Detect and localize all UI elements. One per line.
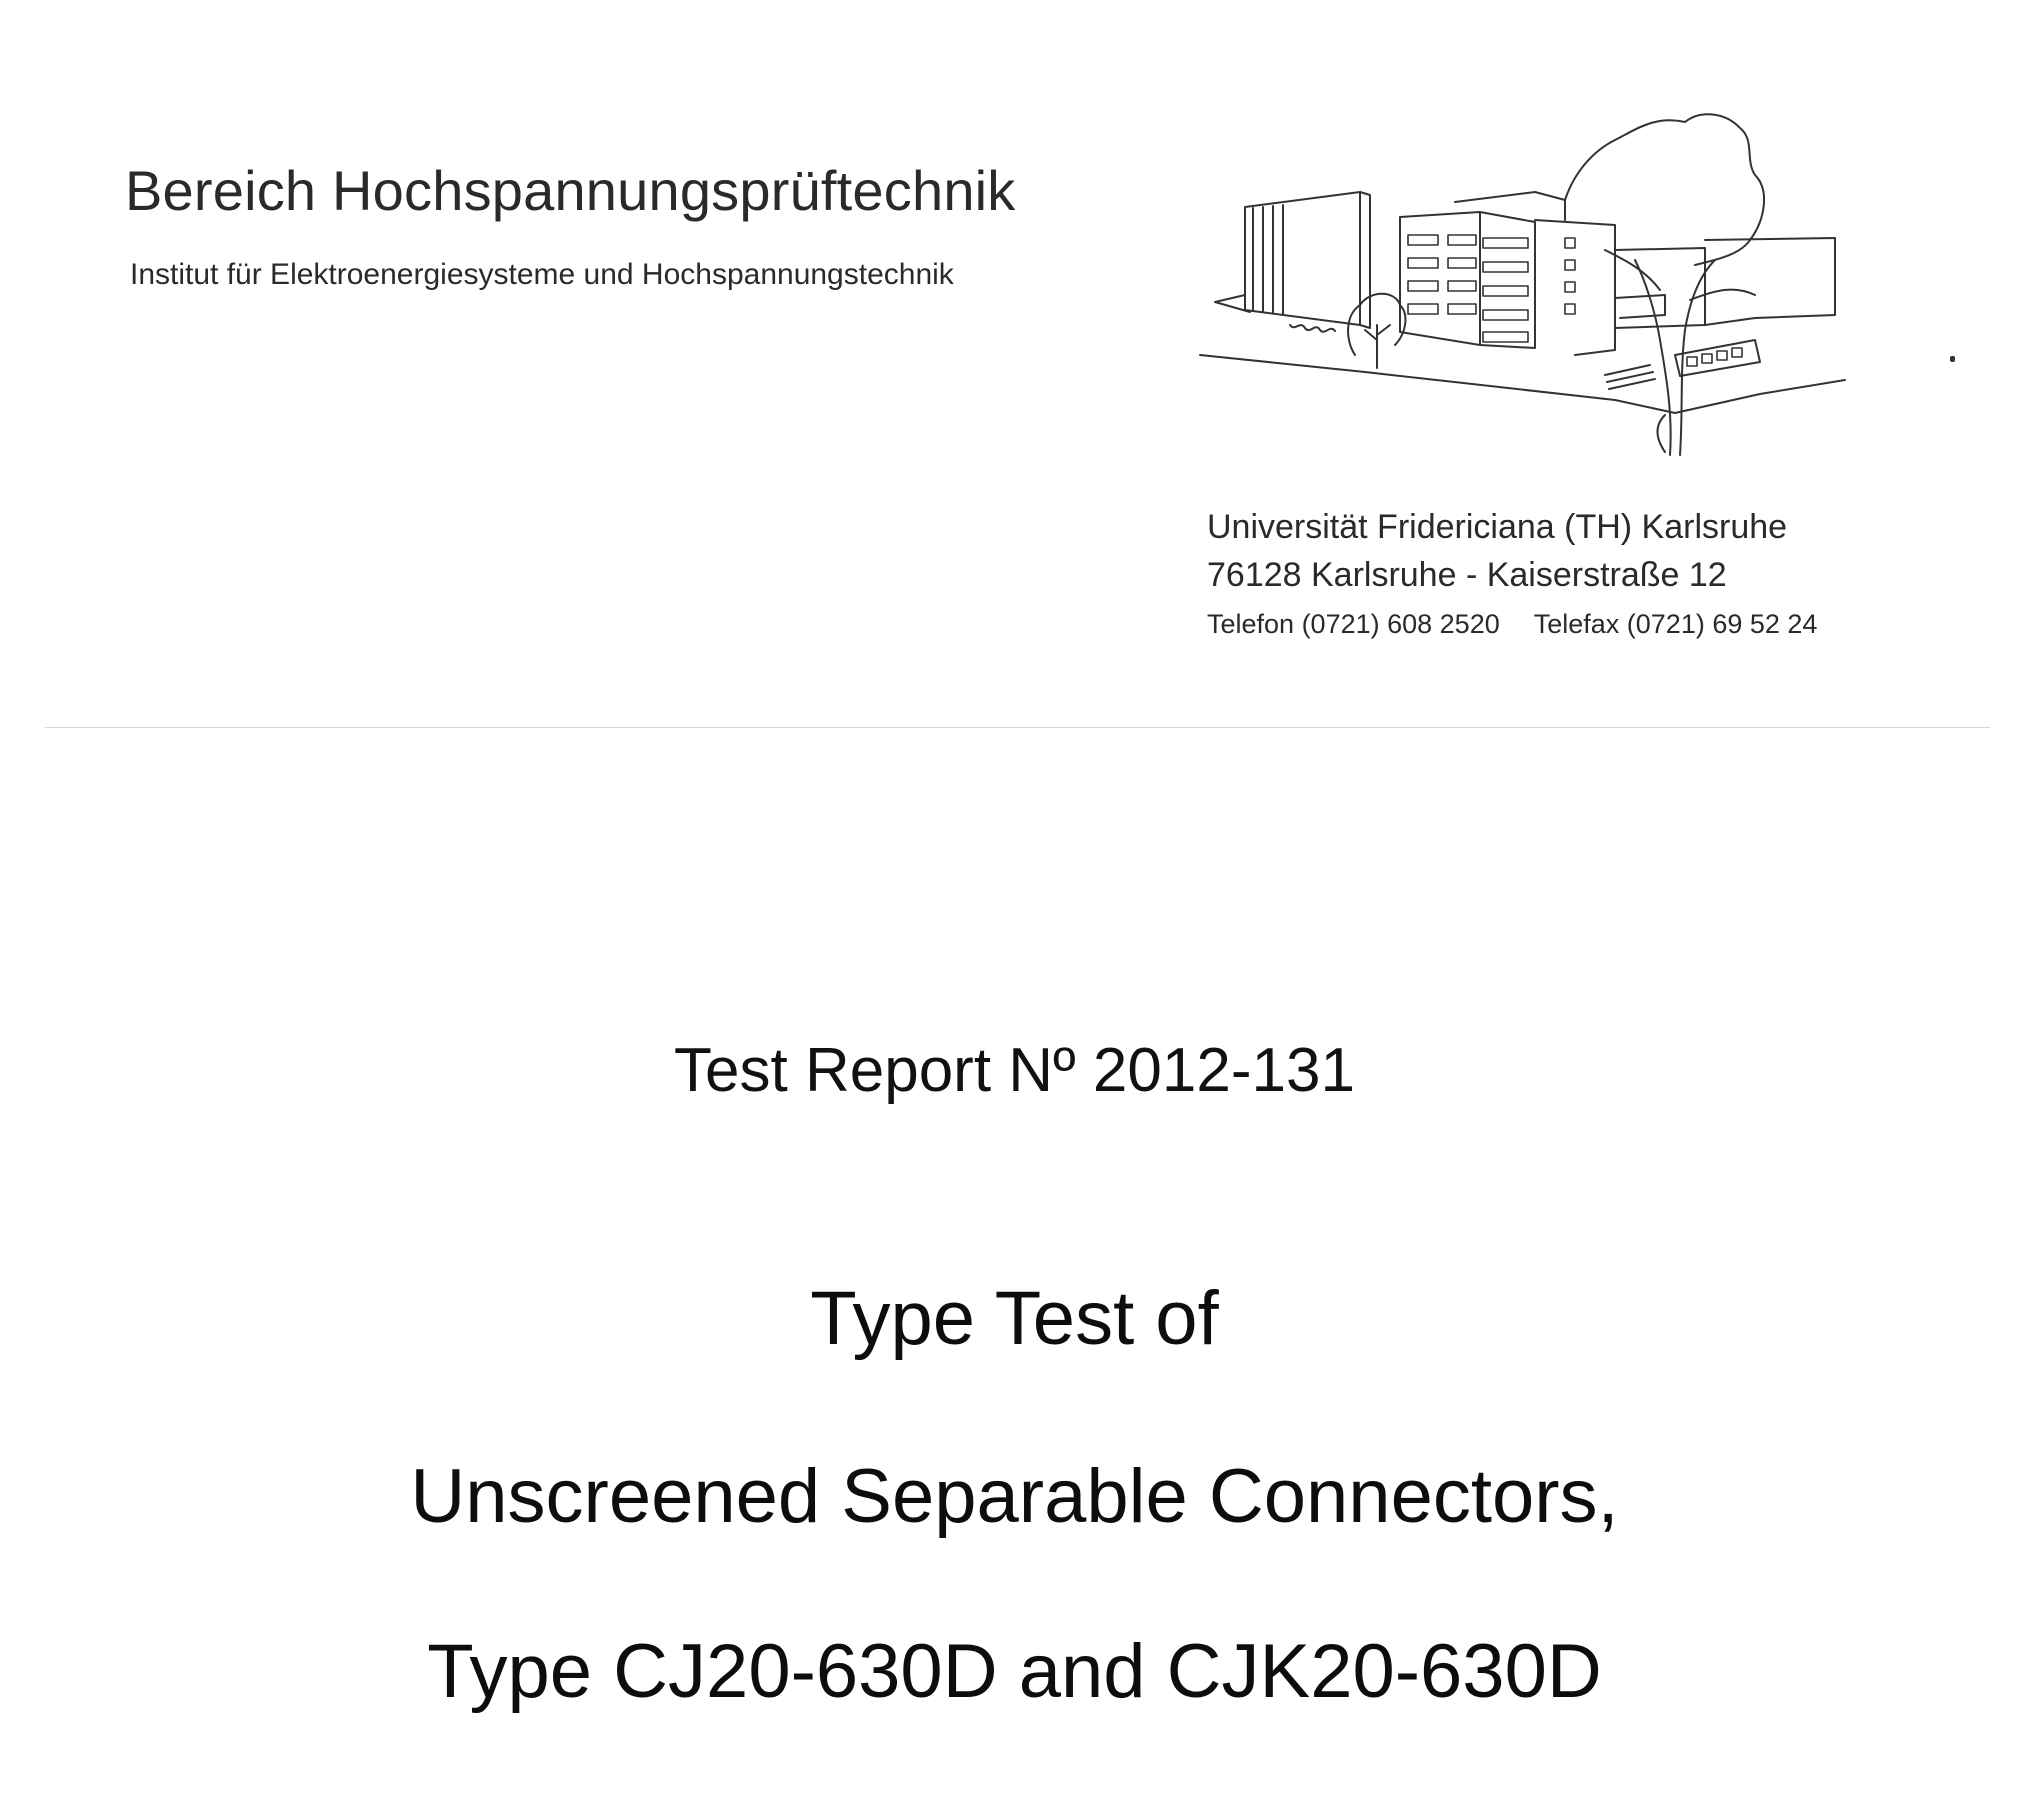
institute-name: Institut für Elektroenergiesysteme und Hochspannungstechnik	[130, 258, 954, 291]
department-title: Bereich Hochspannungsprüftechnik	[125, 159, 1016, 222]
report-number: Test Report Nº 2012-131	[674, 1036, 1355, 1105]
letterhead	[0, 0, 2029, 730]
building-sketch-logo	[1195, 110, 1875, 465]
scan-speck	[1950, 356, 1955, 362]
street-address: 76128 Karlsruhe - Kaiserstraße 12	[1207, 556, 1727, 594]
phone-number: Telefon (0721) 608 2520	[1207, 609, 1500, 639]
letterhead-divider	[45, 727, 1990, 728]
report-title-line-3: Type CJ20-630D and CJK20-630D	[427, 1629, 1602, 1714]
report-title-line-2: Unscreened Separable Connectors,	[410, 1454, 1619, 1539]
address-block	[1207, 503, 1817, 640]
university-name: Universität Fridericiana (TH) Karlsruhe	[1207, 508, 1788, 546]
report-title-line-1: Type Test of	[810, 1276, 1219, 1361]
fax-number: Telefax (0721) 69 52 24	[1533, 609, 1818, 639]
contact-line	[1207, 609, 1817, 640]
